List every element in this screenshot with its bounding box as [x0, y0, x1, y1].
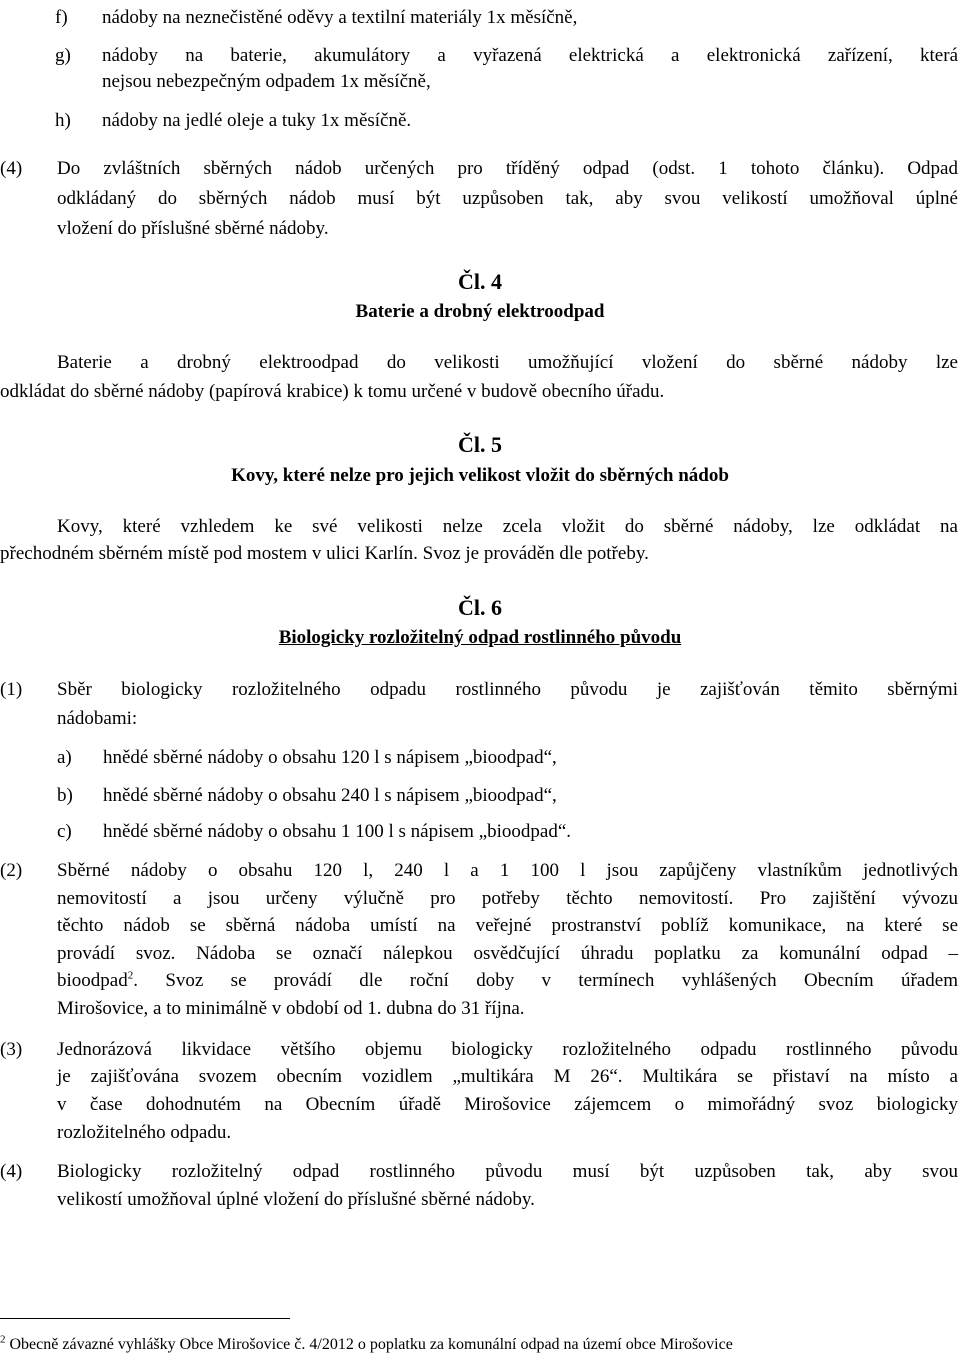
- article-6-item-b-label: b): [57, 785, 73, 806]
- list-label-g: g): [55, 45, 71, 66]
- article-5-number: Čl. 5: [458, 432, 502, 457]
- article-6-item-c: hnědé sběrné nádoby o obsahu 1 100 l s nápisem „bioodpad“.: [103, 821, 572, 842]
- article-6-item-c-label: c): [57, 821, 72, 842]
- footnote-separator: [0, 1318, 290, 1319]
- article-5-title: Kovy, které nelze pro jejich velikost vložit do sběrných nádob: [231, 465, 729, 486]
- list-label-h: h): [55, 110, 71, 131]
- article-6-p2-line4: provádí svoz. Nádoba se označí nálepkou osvědčující úhradu poplatku za komunální odpad –: [57, 943, 958, 964]
- article-6-p2-line5-start: bioodpad: [57, 970, 128, 991]
- article-6-item-b: hnědé sběrné nádoby o obsahu 240 l s nápisem „bioodpad“,: [103, 785, 557, 806]
- footnote: [0, 1334, 733, 1356]
- article-4-text-line1: Baterie a drobný elektroodpad do velikosti umožňující vložení do sběrné nádoby lze: [57, 352, 958, 373]
- article-4-number: Čl. 4: [458, 269, 502, 294]
- article-6-p3-line4: rozložitelného odpadu.: [57, 1122, 232, 1143]
- article-6-p3-label: (3): [0, 1039, 23, 1060]
- article-6-p3-line1: Jednorázová likvidace většího objemu biologicky rozložitelného odpadu rostlinného původu: [57, 1039, 958, 1060]
- list-label-f: f): [55, 7, 68, 28]
- article-6-p1-line2: nádobami:: [57, 708, 138, 729]
- article-6-p4-line2: velikostí umožňoval úplné vložení do příslušné sběrné nádoby.: [57, 1189, 535, 1210]
- article-6-p4-line1: Biologicky rozložitelný odpad rostlinného původu musí být uzpůsoben tak, aby svou: [57, 1161, 958, 1182]
- footnote-text: Obecně závazné vyhlášky Obce Mirošovice č. 4/2012 o poplatku za komunální odpad na území obce Mirošovice: [5, 1336, 733, 1353]
- article-6-p2-line3: těchto nádob se sběrná nádoba umístí na veřejné prostranství poblíž komunikace, na které se: [57, 915, 958, 936]
- list-item-g-line2: nejsou nebezpečným odpadem 1x měsíčně,: [102, 71, 431, 92]
- article-5-text-line1: Kovy, které vzhledem ke své velikosti nelze zcela vložit do sběrné nádoby, lze odkládat na: [57, 516, 958, 537]
- article-4-text-line2: odkládat do sběrné nádoby (papírová krabice) k tomu určené v budově obecního úřadu.: [0, 381, 665, 402]
- article-6-p3-line3: v čase dohodnutém na Obecním úřadě Mirošovice zájemcem o mimořádný svoz biologicky: [57, 1094, 958, 1115]
- article-6-p2-line1: Sběrné nádoby o obsahu 120 l, 240 l a 1 100 l jsou zapůjčeny vlastníkům jednotlivých: [57, 860, 958, 881]
- article-6-p2-label: (2): [0, 860, 23, 881]
- article-6-p2-line5-end: . Svoz se provádí dle roční doby v termínech vyhlášených Obecním úřadem: [133, 970, 958, 991]
- article-6-title: Biologicky rozložitelný odpad rostlinného původu: [278, 627, 682, 648]
- paragraph-4-line2: odkládaný do sběrných nádob musí být uzpůsoben tak, aby svou velikostí umožňoval úplné: [57, 188, 958, 209]
- article-6-number: Čl. 6: [458, 595, 502, 620]
- article-5-text-line2: přechodném sběrném místě pod mostem v ulici Karlín. Svoz je prováděn dle potřeby.: [0, 543, 649, 564]
- list-item-g-line1: nádoby na baterie, akumulátory a vyřazená elektrická a elektronická zařízení, která: [102, 45, 958, 66]
- article-6-item-a: hnědé sběrné nádoby o obsahu 120 l s nápisem „bioodpad“,: [103, 747, 557, 768]
- article-6-p4-label: (4): [0, 1161, 23, 1182]
- article-6-p2-line2: nemovitostí a jsou určeny výlučně pro potřeby těchto nemovitostí. Pro zajištění vývozu: [57, 888, 958, 909]
- article-6-p1-line1: Sběr biologicky rozložitelného odpadu rostlinného původu je zajišťován těmito sběrnými: [57, 679, 958, 700]
- article-6-p3-line2: je zajišťována svozem obecním vozidlem „multikára M 26“. Multikára se přistaví na místo a: [57, 1066, 958, 1087]
- footnote-reference-2: 2: [127, 969, 134, 982]
- list-item-f: nádoby na neznečistěné oděvy a textilní materiály 1x měsíčně,: [102, 7, 578, 28]
- article-6-p2-line5: [57, 967, 958, 995]
- article-6-item-a-label: a): [57, 747, 72, 768]
- paragraph-4-line1: Do zvláštních sběrných nádob určených pro tříděný odpad (odst. 1 tohoto článku). Odpad: [57, 158, 958, 179]
- article-6-p2-line6: Mirošovice, a to minimálně v období od 1. dubna do 31 října.: [57, 998, 525, 1019]
- footnote-mark: 2: [0, 1333, 6, 1346]
- article-4-title: Baterie a drobný elektroodpad: [355, 301, 605, 322]
- paragraph-label-4: (4): [0, 158, 23, 179]
- paragraph-4-line3: vložení do příslušné sběrné nádoby.: [57, 218, 329, 239]
- list-item-h: nádoby na jedlé oleje a tuky 1x měsíčně.: [102, 110, 412, 131]
- article-6-p1-label: (1): [0, 679, 23, 700]
